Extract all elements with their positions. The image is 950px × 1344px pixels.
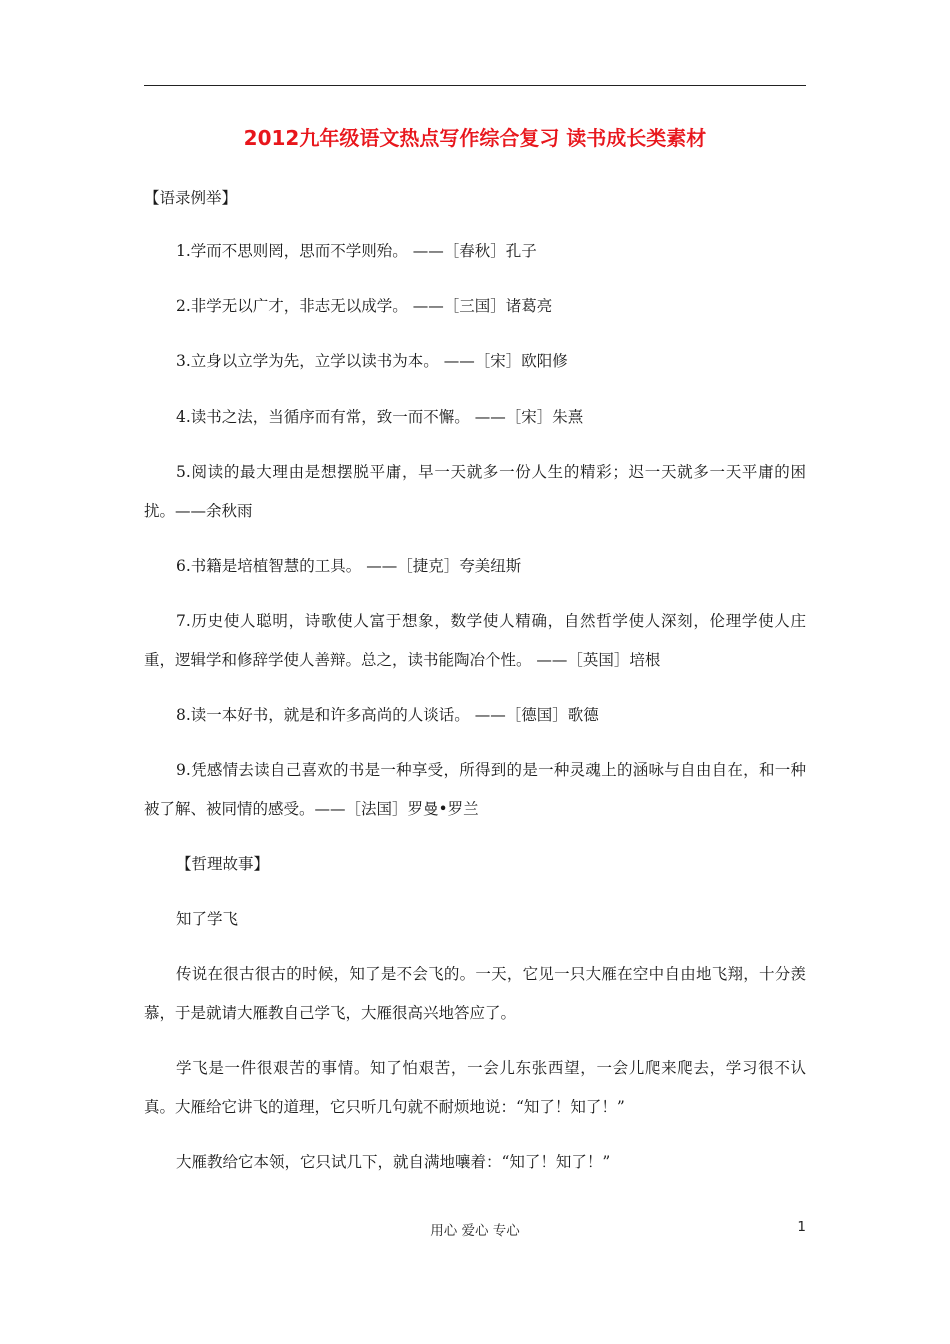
section-heading-story: 【哲理故事】 — [176, 855, 270, 873]
page-number: 1 — [797, 1219, 806, 1235]
story-paragraph-3: 大雁教给它本领，它只试几下，就自满地嚷着：“知了！知了！” — [176, 1153, 611, 1171]
quote-1: 1.学而不思则罔，思而不学则殆。 ——［春秋］孔子 — [176, 242, 537, 260]
quote-7: 7.历史使人聪明，诗歌使人富于想象，数学使人精确，自然哲学使人深刻，伦理学使人庄重，逻辑学和修辞学使人善辩。总之，读书能陶冶个性。 ——［英国］培根 — [144, 612, 806, 669]
quote-5: 5.阅读的最大理由是想摆脱平庸，早一天就多一份人生的精彩；迟一天就多一天平庸的困扰。——余秋雨 — [144, 463, 806, 520]
quote-6: 6.书籍是培植智慧的工具。 ——［捷克］夸美纽斯 — [176, 557, 522, 575]
quote-8: 8.读一本好书，就是和许多高尚的人谈话。 ——［德国］歌德 — [176, 706, 599, 724]
story-title: 知了学飞 — [176, 910, 239, 928]
story-paragraph-2: 学飞是一件很艰苦的事情。知了怕艰苦，一会儿东张西望，一会儿爬来爬去，学习很不认真。大雁给它讲飞的道理，它只听几句就不耐烦地说：“知了！知了！” — [144, 1059, 806, 1116]
quote-2: 2.非学无以广才，非志无以成学。 ——［三国］诸葛亮 — [176, 297, 553, 315]
quote-9: 9.凭感情去读自己喜欢的书是一种享受，所得到的是一种灵魂上的涵咏与自由自在，和一种被了解、被同情的感受。——［法国］罗曼•罗兰 — [144, 761, 806, 818]
section-heading-quotes: 【语录例举】 — [144, 189, 238, 207]
document-title: 2012九年级语文热点写作综合复习 读书成长类素材 — [243, 126, 707, 150]
quote-4: 4.读书之法，当循序而有常，致一而不懈。 ——［宋］朱熹 — [176, 408, 584, 426]
quote-3: 3.立身以立学为先，立学以读书为本。 ——［宋］欧阳修 — [176, 352, 568, 370]
story-paragraph-1: 传说在很古很古的时候，知了是不会飞的。一天，它见一只大雁在空中自由地飞翔，十分羡慕，于是就请大雁教自己学飞，大雁很高兴地答应了。 — [144, 965, 806, 1022]
footer-motto: 用心 爱心 专心 — [430, 1223, 520, 1239]
header-rule — [144, 85, 806, 86]
